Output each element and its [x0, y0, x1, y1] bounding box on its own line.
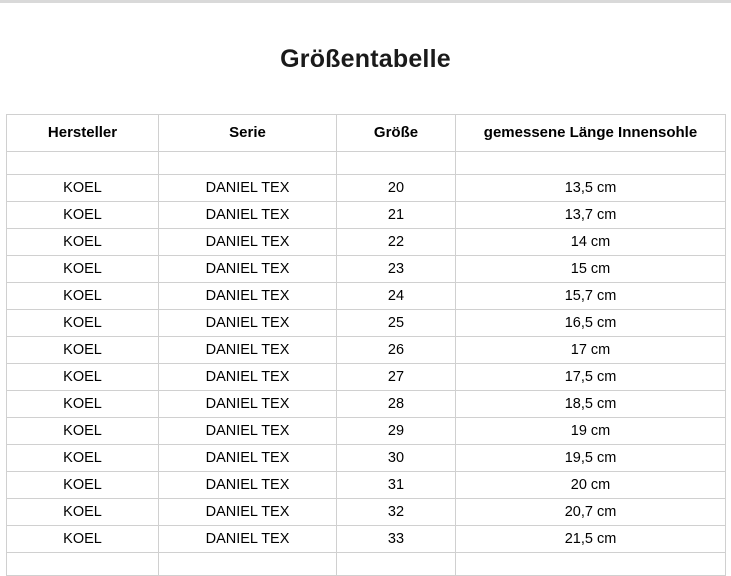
- cell-size: 30: [337, 445, 456, 472]
- cell-insole-length: 15,7 cm: [456, 283, 726, 310]
- table-row: [7, 472, 726, 499]
- size-table-container: [0, 114, 731, 576]
- table-row: [7, 391, 726, 418]
- table-row: [7, 445, 726, 472]
- cell-insole-length: 20,7 cm: [456, 499, 726, 526]
- cell-series: DANIEL TEX: [159, 310, 337, 337]
- cell-series: DANIEL TEX: [159, 472, 337, 499]
- cell-manufacturer: KOEL: [7, 364, 159, 391]
- cell-series: DANIEL TEX: [159, 202, 337, 229]
- cell-manufacturer: KOEL: [7, 175, 159, 202]
- page-title: Größentabelle: [280, 45, 451, 73]
- cell-manufacturer: KOEL: [7, 229, 159, 256]
- spacer-cell: [159, 553, 337, 576]
- size-table: [6, 114, 726, 576]
- cell-insole-length: 13,5 cm: [456, 175, 726, 202]
- spacer-row: [7, 553, 726, 576]
- cell-insole-length: 19,5 cm: [456, 445, 726, 472]
- cell-manufacturer: KOEL: [7, 283, 159, 310]
- cell-manufacturer: KOEL: [7, 499, 159, 526]
- cell-size: 24: [337, 283, 456, 310]
- cell-size: 28: [337, 391, 456, 418]
- cell-series: DANIEL TEX: [159, 256, 337, 283]
- column-header-insole-length: gemessene Länge Innensohle: [456, 115, 726, 152]
- table-row: [7, 202, 726, 229]
- cell-series: DANIEL TEX: [159, 526, 337, 553]
- cell-insole-length: 20 cm: [456, 472, 726, 499]
- cell-size: 26: [337, 337, 456, 364]
- column-header-series: Serie: [159, 115, 337, 152]
- cell-manufacturer: KOEL: [7, 337, 159, 364]
- cell-size: 33: [337, 526, 456, 553]
- cell-size: 32: [337, 499, 456, 526]
- spacer-cell: [456, 152, 726, 175]
- table-row: [7, 256, 726, 283]
- cell-insole-length: 16,5 cm: [456, 310, 726, 337]
- cell-manufacturer: KOEL: [7, 418, 159, 445]
- cell-insole-length: 21,5 cm: [456, 526, 726, 553]
- cell-size: 20: [337, 175, 456, 202]
- spacer-cell: [337, 553, 456, 576]
- document-page: [0, 3, 731, 576]
- table-row: [7, 364, 726, 391]
- cell-series: DANIEL TEX: [159, 391, 337, 418]
- cell-insole-length: 15 cm: [456, 256, 726, 283]
- table-row: [7, 526, 726, 553]
- table-row: [7, 283, 726, 310]
- table-row: [7, 499, 726, 526]
- spacer-cell: [337, 152, 456, 175]
- cell-series: DANIEL TEX: [159, 364, 337, 391]
- table-header: [7, 115, 726, 152]
- cell-size: 25: [337, 310, 456, 337]
- cell-size: 21: [337, 202, 456, 229]
- cell-series: DANIEL TEX: [159, 418, 337, 445]
- spacer-cell: [7, 553, 159, 576]
- cell-insole-length: 13,7 cm: [456, 202, 726, 229]
- cell-insole-length: 18,5 cm: [456, 391, 726, 418]
- cell-insole-length: 19 cm: [456, 418, 726, 445]
- table-row: [7, 418, 726, 445]
- table-row: [7, 337, 726, 364]
- cell-series: DANIEL TEX: [159, 445, 337, 472]
- table-row: [7, 310, 726, 337]
- column-header-size: Größe: [337, 115, 456, 152]
- cell-manufacturer: KOEL: [7, 526, 159, 553]
- spacer-cell: [159, 152, 337, 175]
- table-row: [7, 175, 726, 202]
- spacer-cell: [7, 152, 159, 175]
- cell-series: DANIEL TEX: [159, 175, 337, 202]
- cell-manufacturer: KOEL: [7, 202, 159, 229]
- cell-size: 27: [337, 364, 456, 391]
- cell-manufacturer: KOEL: [7, 310, 159, 337]
- cell-manufacturer: KOEL: [7, 391, 159, 418]
- spacer-row: [7, 152, 726, 175]
- cell-size: 29: [337, 418, 456, 445]
- spacer-cell: [456, 553, 726, 576]
- header-row: [7, 115, 726, 152]
- cell-manufacturer: KOEL: [7, 256, 159, 283]
- cell-series: DANIEL TEX: [159, 499, 337, 526]
- cell-insole-length: 17 cm: [456, 337, 726, 364]
- column-header-manufacturer: Hersteller: [7, 115, 159, 152]
- cell-insole-length: 17,5 cm: [456, 364, 726, 391]
- cell-series: DANIEL TEX: [159, 337, 337, 364]
- cell-series: DANIEL TEX: [159, 229, 337, 256]
- table-row: [7, 229, 726, 256]
- cell-manufacturer: KOEL: [7, 472, 159, 499]
- cell-series: DANIEL TEX: [159, 283, 337, 310]
- cell-manufacturer: KOEL: [7, 445, 159, 472]
- cell-size: 22: [337, 229, 456, 256]
- cell-size: 23: [337, 256, 456, 283]
- cell-insole-length: 14 cm: [456, 229, 726, 256]
- table-body: [7, 152, 726, 576]
- cell-size: 31: [337, 472, 456, 499]
